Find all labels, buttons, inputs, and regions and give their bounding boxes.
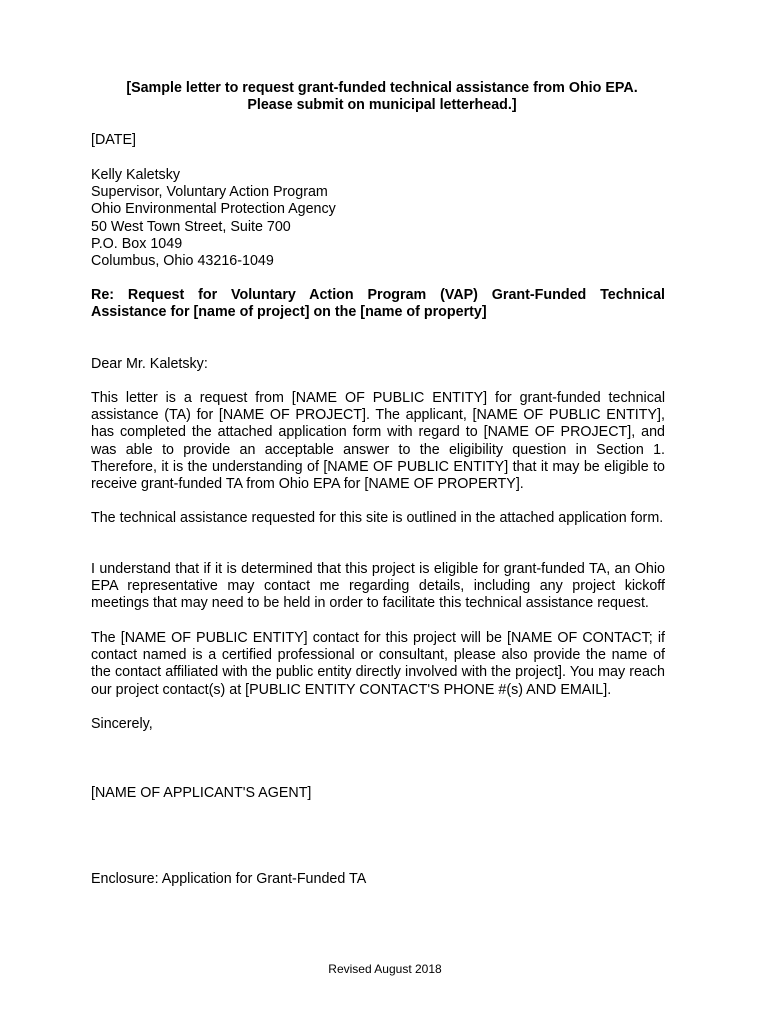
- subject-line: Re: Request for Voluntary Action Program (VAP) Grant-Funded Technical Assistance for [name of project] on the [name of property]: [91, 287, 665, 321]
- heading-line-1: [Sample letter to request grant-funded technical assistance from Ohio EPA.: [126, 80, 638, 96]
- recipient-po-box: P.O. Box 1049: [91, 235, 183, 252]
- body-paragraph-4: The [NAME OF PUBLIC ENTITY] contact for this project will be [NAME OF CONTACT; if contact named is a certified professional or consultant, please also provide the name of the contact affiliated with the public entity directly involved with the project]. You may reach our project contact(s) at [PUBLIC ENTITY CONTACT'S PHONE #(s) AND EMAIL].: [91, 630, 665, 698]
- body-paragraph-1: This letter is a request from [NAME OF PUBLIC ENTITY] for grant-funded technical assistance (TA) for [NAME OF PROJECT]. The applicant, [NAME OF PUBLIC ENTITY], has completed the attached application form with regard to [NAME OF PROJECT], and was able to provide an acceptable answer to the eligibility question in Section 1. Therefore, it is the understanding of [NAME OF PUBLIC ENTITY] that it may be eligible to receive grant-funded TA from Ohio EPA for [NAME OF PROPERTY].: [91, 390, 665, 493]
- closing: Sincerely,: [91, 716, 153, 732]
- recipient-street: 50 West Town Street, Suite 700: [91, 218, 291, 235]
- heading-line-2: Please submit on municipal letterhead.]: [247, 97, 517, 114]
- salutation: Dear Mr. Kaletsky:: [91, 356, 208, 372]
- letter-date: [DATE]: [91, 132, 137, 148]
- letter-heading: [91, 80, 673, 114]
- enclosure-note: Enclosure: Application for Grant-Funded TA: [91, 871, 367, 887]
- recipient-name: Kelly Kaletsky: [91, 167, 180, 183]
- recipient-address: [91, 167, 665, 270]
- revision-footer: Revised August 2018: [328, 962, 442, 976]
- recipient-city: Columbus, Ohio 43216-1049: [91, 253, 274, 270]
- body-paragraph-3: I understand that if it is determined that this project is eligible for grant-funded TA, an Ohio EPA representative may contact me regarding details, including any project kickoff meetings that may need to be held in order to facilitate this technical assistance request.: [91, 561, 665, 612]
- body-paragraph-2: The technical assistance requested for this site is outlined in the attached application form.: [91, 510, 664, 526]
- signatory-name: [NAME OF APPLICANT'S AGENT]: [91, 785, 312, 801]
- recipient-title: Supervisor, Voluntary Action Program: [91, 184, 328, 201]
- recipient-agency: Ohio Environmental Protection Agency: [91, 201, 336, 218]
